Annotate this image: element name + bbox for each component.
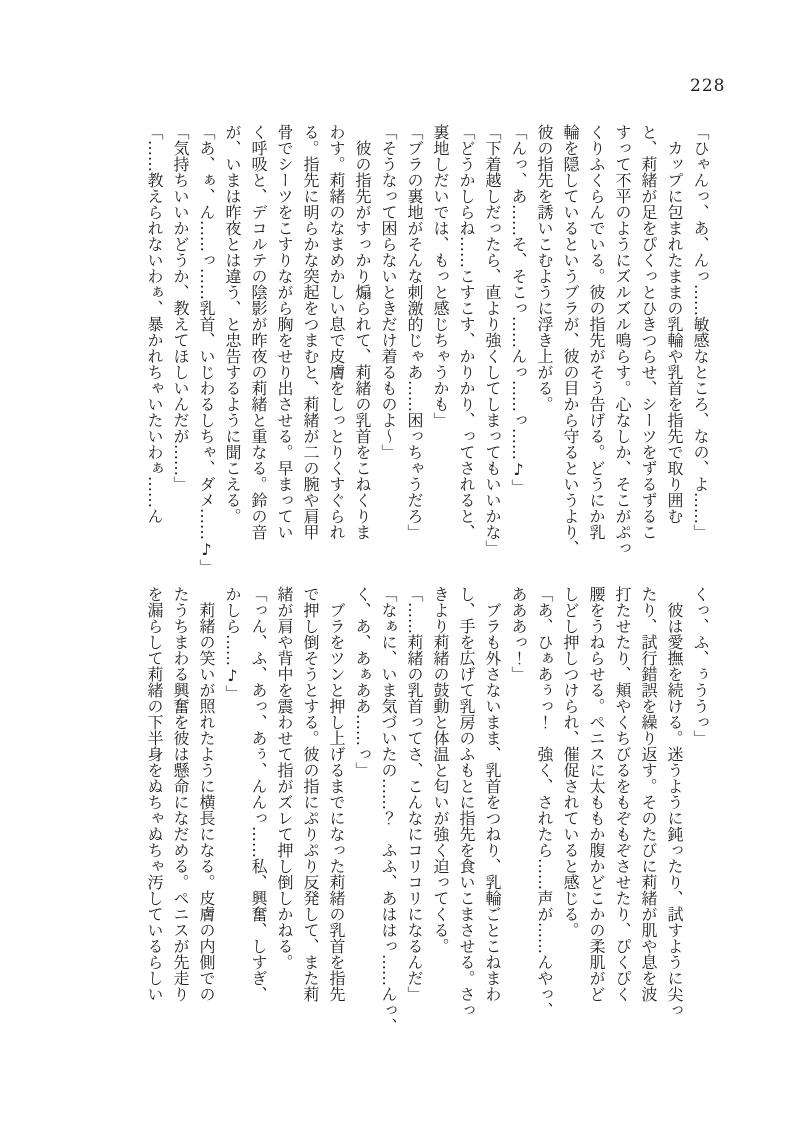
lower-text-block: [141, 586, 713, 1034]
text-line: たり、試行錯誤を繰り返す。そのたびに莉緒が肌や息を波: [639, 586, 658, 1002]
text-line: 彼は愛撫を続ける。迷うように鈍ったり、試すように尖っ: [665, 586, 684, 1018]
text-line: し、手を広げて乳房のふもとに指先を食いこまさせる。さっ: [457, 586, 476, 1018]
text-line: 裏地しだいでは、もっと感じちゃうかも」: [431, 124, 450, 428]
text-line: で押し倒そうとする。彼の指にぷりぷり反発して、また莉: [301, 586, 320, 1002]
text-line: きより莉緒の鼓動と体温と匂いが強く迫ってくる。: [431, 586, 450, 954]
text-line: ブラをツンと押し上げるまでになった莉緒の乳首を指先: [327, 586, 346, 1002]
text-line: と、莉緒が足をぴくっとひきつらせ、シーツをずるずるこ: [639, 124, 658, 540]
text-line: 彼の指先がすっかり煽られて、莉緒の乳首をこねくりま: [353, 124, 372, 540]
text-line: 「んっ、あ……そ、そこっ……んっ……っ……♪」: [509, 124, 528, 495]
text-line: 「っん、ふ、あっ、あぅ、んんっ……私、興奮、しすぎ、: [249, 586, 268, 1002]
text-line: かしら……♪」: [223, 586, 242, 701]
text-line: 「そうなって困らないときだけ着るものよ～」: [379, 124, 398, 460]
text-line: 「ひゃんっ、あ、んっ……敏感なところ、なの、よ……」: [691, 124, 710, 540]
text-line: 骨でシーツをこすりながら胸をせり出させる。早まってい: [275, 124, 294, 540]
text-line: を漏らして莉緒の下半身をぬちゃぬちゃ汚しているらしい: [145, 586, 164, 1002]
text-line: 「……莉緒の乳首ってさ、こんなにコリコリになるんだ」: [405, 586, 424, 1002]
text-line: く呼吸と、デコルテの陰影が昨夜の莉緒と重なる。鈴の音: [249, 124, 268, 540]
text-line: 「……教えられないわぁ、暴かれちゃいたいわぁ……ん: [145, 124, 164, 524]
text-line: 彼の指先を誘いこむように浮き上がる。: [535, 124, 554, 412]
text-line: 腰をうねらせる。ペニスに太ももか腹かどこかの柔肌がど: [587, 586, 606, 1002]
text-line: 「あ、ひぁあぅっ！ 強く、されたら……声が……んやっ、: [535, 586, 554, 1018]
text-line: ブラも外さないまま、乳首をつねり、乳輪ごとこねまわ: [483, 586, 502, 1002]
text-line: が、いまは昨夜とは違う、と忠告するように聞こえる。: [223, 124, 242, 524]
page-number: 228: [690, 76, 726, 96]
text-line: 「あ、ぁ、ん……っ……乳首、いじわるしちゃ、ダメ……♪」: [197, 124, 216, 575]
text-line: しどし押しつけられ、催促されていると感じる。: [561, 586, 580, 938]
text-line: 「気持ちいいかどうか、教えてほしいんだが……」: [171, 124, 190, 492]
upper-text-block: [141, 124, 713, 575]
text-line: カップに包まれたままの乳輪や乳首を指先で取り囲む: [665, 124, 684, 524]
text-line: くりふくらんでいる。彼の指先がそう告げる。どうにか乳: [587, 124, 606, 540]
text-line: あああっ！」: [509, 586, 528, 682]
text-line: 打たせたり、頬やくちびるをもぞもぞさせたり、ぴくぴく: [613, 586, 632, 1002]
text-line: 莉緒の笑いが照れたように横長になる。皮膚の内側での: [197, 586, 216, 1002]
text-line: 輪を隠しているというブラが、彼の目から守るというより、: [561, 124, 580, 556]
text-line: る。指先に明らかな突起をつまむと、莉緒が二の腕や肩甲: [301, 124, 320, 540]
text-line: 「どうかしらね……こすこす、かりかり、ってされると、: [457, 124, 476, 540]
text-line: たうちまわる興奮を彼は懸命になだめる。ペニスが先走り: [171, 586, 190, 1002]
text-line: わす。莉緒のなまめかしい息で皮膚をしっとりくすぐられ: [327, 124, 346, 540]
text-line: 「ブラの裏地がそんな刺激的じゃあ……困っちゃうだろ」: [405, 124, 424, 540]
text-line: く、あ、あぁああ……っ」: [353, 586, 372, 778]
text-line: すって不平のようにズルズル鳴らす。心なしか、そこがぷっ: [613, 124, 632, 556]
text-line: 緒が肩や背中を震わせて指がズレて押し倒しかねる。: [275, 586, 294, 970]
text-line: くっ、ふ、ぅううっ」: [691, 586, 710, 746]
text-line: 「なぁに、いま気づいたの……？ ふふ、あははっ……んっ、: [379, 586, 398, 1034]
text-line: 「下着越しだったら、直より強くしてしまってもいいかな」: [483, 124, 502, 556]
